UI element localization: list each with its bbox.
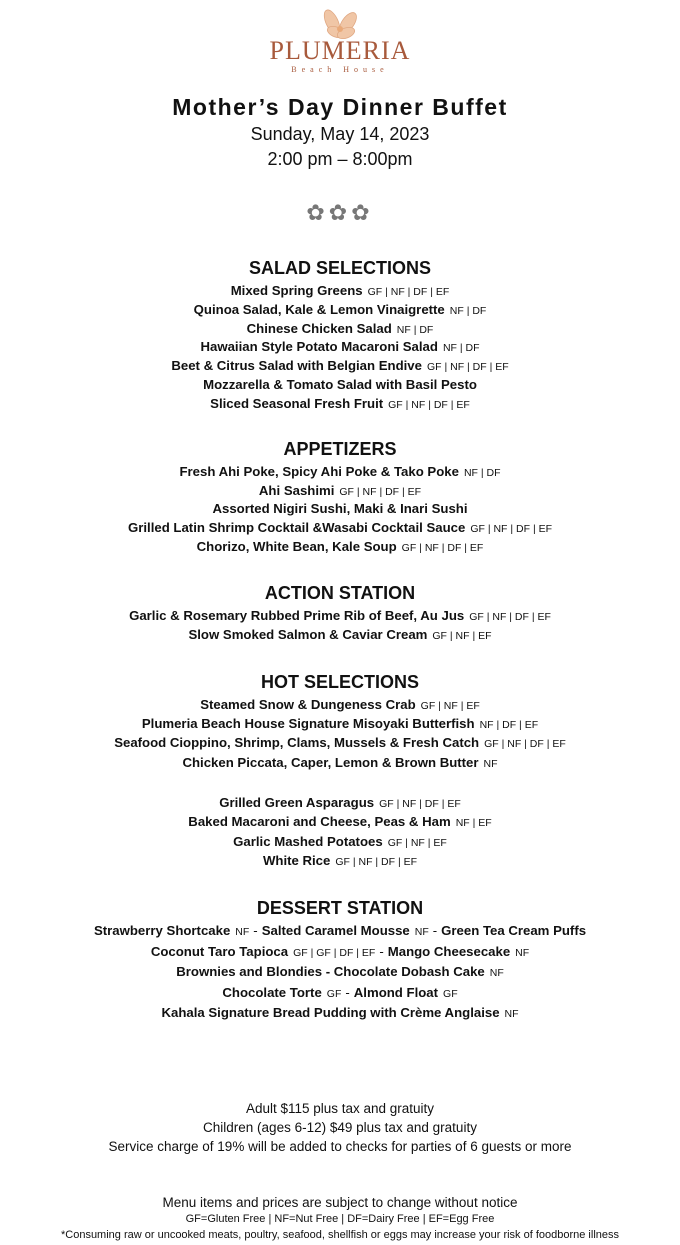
- item-name: Garlic & Rosemary Rubbed Prime Rib of Beef, Au Jus: [129, 608, 465, 623]
- event-time: 2:00 pm – 8:00pm: [267, 149, 413, 169]
- section-title-dessert-station: DESSERT STATION: [256, 898, 424, 918]
- diet-tags: NF | DF: [463, 467, 501, 479]
- item-name: Baked Macaroni and Cheese, Peas & Ham: [188, 814, 451, 829]
- diet-tags: GF | NF | DF | EF: [470, 523, 553, 535]
- children-price: Children (ages 6-12) $49 plus tax and gratuity: [203, 1120, 477, 1135]
- diet-tags: NF | EF: [455, 817, 492, 829]
- brand-subtitle: Beach House: [291, 65, 389, 74]
- menu-item: [0, 396, 680, 411]
- diet-tags: NF: [235, 926, 250, 938]
- item-name: Fresh Ahi Poke, Spicy Ahi Poke & Tako Poke: [179, 464, 459, 479]
- diet-tags: GF | NF | DF | EF: [426, 361, 509, 373]
- diet-tags: GF | NF | EF: [420, 700, 480, 712]
- service-charge-note: Service charge of 19% will be added to checks for parties of 6 guests or more: [108, 1139, 572, 1154]
- menu-item: [0, 358, 680, 373]
- diet-tags: GF | NF | DF | EF: [469, 611, 551, 623]
- diet-tags: NF | DF: [442, 342, 480, 354]
- menu-item-row: Chocolate Torte GF - Almond Float GF: [222, 985, 458, 1000]
- menu-item: [0, 735, 680, 750]
- item-name: Green Tea Cream Puffs: [441, 923, 587, 938]
- menu-item: [0, 283, 680, 298]
- item-name: Chocolate Torte: [222, 985, 322, 1000]
- diet-tags: NF | DF: [449, 305, 487, 317]
- page-title: Mother’s Day Dinner Buffet: [172, 94, 508, 120]
- diet-tags: NF | DF: [396, 324, 434, 336]
- event-date: Sunday, May 14, 2023: [250, 124, 430, 144]
- diet-tags: NF: [515, 947, 530, 959]
- menu-item: [0, 716, 680, 731]
- menu-item: [0, 539, 680, 554]
- item-name: Strawberry Shortcake: [93, 923, 231, 938]
- item-name: Coconut Taro Tapioca: [150, 944, 289, 959]
- brand-name: PLUMERIA: [269, 36, 411, 65]
- item-name: Garlic Mashed Potatoes: [233, 834, 383, 849]
- diet-tags: GF: [443, 988, 458, 1000]
- menu-item-row: [0, 964, 680, 979]
- item-name: Beet & Citrus Salad with Belgian Endive: [171, 358, 422, 373]
- menu-item: [0, 501, 680, 516]
- menu-item: [0, 464, 680, 479]
- menu-item: [0, 321, 680, 336]
- menu-item: [0, 339, 680, 354]
- diet-tags: NF: [489, 967, 504, 979]
- diet-tags: GF | NF | EF: [387, 837, 447, 849]
- diet-tags: GF | NF | EF: [432, 630, 492, 642]
- diet-tags: GF | NF | DF | EF: [339, 486, 422, 498]
- item-name: Kahala Signature Bread Pudding with Crème Anglaise: [161, 1005, 500, 1020]
- diet-tags: GF | NF | DF | EF: [379, 798, 461, 810]
- menu-item: [0, 814, 680, 829]
- menu-item-row: Strawberry Shortcake NF - Salted Caramel Mousse NF - Green Tea Cream Puffs: [93, 923, 587, 938]
- item-name: Chinese Chicken Salad: [246, 321, 392, 336]
- item-name: Slow Smoked Salmon & Caviar Cream: [188, 627, 428, 642]
- menu-item: [0, 755, 680, 770]
- menu-item: [0, 795, 680, 810]
- item-name: Ahi Sashimi: [258, 483, 335, 498]
- diet-tags: GF: [326, 988, 342, 1000]
- diet-tags: GF | NF | DF | EF: [335, 856, 418, 868]
- item-name: White Rice: [262, 853, 331, 868]
- flower-icon: ✿: [328, 200, 352, 225]
- item-name: Chorizo, White Bean, Kale Soup: [196, 539, 397, 554]
- section-title-action-station: ACTION STATION: [264, 583, 416, 603]
- change-notice: Menu items and prices are subject to change without notice: [162, 1195, 518, 1210]
- item-name: Mango Cheesecake: [387, 944, 511, 959]
- item-name: Chicken Piccata, Caper, Lemon & Brown Butter: [182, 755, 479, 770]
- menu-item: [0, 834, 680, 849]
- item-name: Hawaiian Style Potato Macaroni Salad: [200, 339, 438, 354]
- item-name: Steamed Snow & Dungeness Crab: [200, 697, 416, 712]
- section-title-hot-selections: HOT SELECTIONS: [260, 672, 419, 692]
- menu-item-row: Coconut Taro Tapioca GF | GF | DF | EF - Mango Cheesecake NF: [150, 944, 530, 959]
- flower-icon: ✿: [351, 200, 374, 225]
- item-name: Assorted Nigiri Sushi, Maki & Inari Sushi: [212, 501, 468, 516]
- menu-item-row: [0, 1005, 680, 1020]
- diet-tags: GF | NF | DF | EF: [484, 738, 566, 750]
- diet-tags: NF: [483, 758, 498, 770]
- item-name: Sliced Seasonal Fresh Fruit: [210, 396, 384, 411]
- item-name: Brownies and Blondies - Chocolate Dobash Cake: [176, 964, 485, 979]
- menu-item: [0, 627, 680, 642]
- menu-item: [0, 697, 680, 712]
- item-name: Salted Caramel Mousse: [261, 923, 410, 938]
- diet-tags: NF: [414, 926, 429, 938]
- menu-item: [0, 853, 680, 868]
- adult-price: Adult $115 plus tax and gratuity: [245, 1101, 435, 1116]
- item-name: Quinoa Salad, Kale & Lemon Vinaigrette: [193, 302, 445, 317]
- diet-tags: GF | GF | DF | EF: [293, 947, 376, 959]
- menu-item: [0, 608, 680, 623]
- foodborne-warning: *Consuming raw or uncooked meats, poultry, seafood, shellfish or eggs may increase your risk of foodborne illness: [60, 1229, 620, 1241]
- menu-item: [0, 302, 680, 317]
- item-name: Grilled Green Asparagus: [219, 795, 375, 810]
- section-title-salad: SALAD SELECTIONS: [248, 258, 431, 278]
- item-name: Mozzarella & Tomato Salad with Basil Pesto: [203, 377, 477, 392]
- logo: [0, 8, 680, 75]
- flower-icon: ✿: [306, 200, 329, 225]
- menu-item: [0, 520, 680, 535]
- diet-tags: GF | NF | DF | EF: [367, 286, 450, 298]
- diet-legend: GF=Gluten Free | NF=Nut Free | DF=Dairy Free | EF=Egg Free: [185, 1213, 495, 1225]
- menu-item: [0, 377, 680, 392]
- menu-item: [0, 483, 680, 498]
- item-name: Grilled Latin Shrimp Cocktail &Wasabi Cocktail Sauce: [127, 520, 466, 535]
- item-name: Almond Float: [353, 985, 439, 1000]
- diet-tags: NF: [504, 1008, 519, 1020]
- diet-tags: GF | NF | DF | EF: [388, 399, 470, 411]
- item-name: Plumeria Beach House Signature Misoyaki Butterfish: [141, 716, 475, 731]
- diet-tags: NF | DF | EF: [479, 719, 539, 731]
- diet-tags: GF | NF | DF | EF: [401, 542, 484, 554]
- flower-divider: [0, 200, 680, 226]
- item-name: Mixed Spring Greens: [230, 283, 363, 298]
- item-name: Seafood Cioppino, Shrimp, Clams, Mussels & Fresh Catch: [114, 735, 480, 750]
- section-title-appetizers: APPETIZERS: [283, 439, 397, 459]
